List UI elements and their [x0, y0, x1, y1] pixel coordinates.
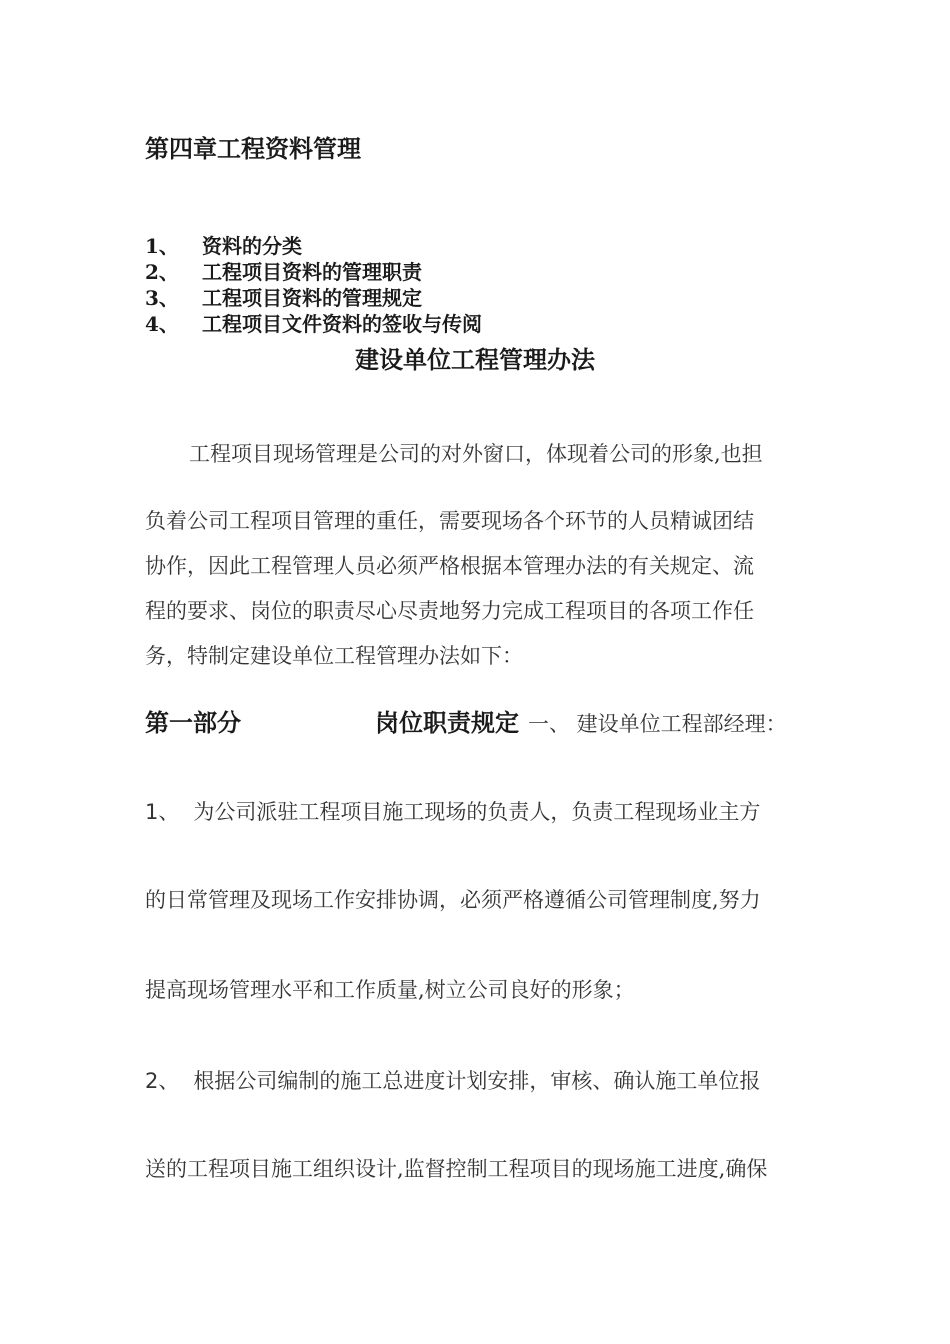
- toc-number: 4、: [145, 312, 179, 336]
- part-heading: [145, 703, 845, 743]
- list-item-line: 提高现场管理水平和工作质量,树立公司良好的形象；: [145, 978, 635, 1002]
- toc-item: [145, 233, 482, 259]
- item-text: 为公司派驻工程项目施工现场的负责人，负责工程现场业主方: [193, 800, 761, 824]
- intro-line: 协作，因此工程管理人员必须严格根据本管理办法的有关规定、流: [145, 554, 754, 578]
- intro-line: 务，特制定建设单位工程管理办法如下：: [145, 644, 523, 668]
- toc-text: 资料的分类: [202, 234, 302, 258]
- part-label: 第一部分: [145, 709, 241, 737]
- intro-line: 程的要求、岗位的职责尽心尽责地努力完成工程项目的各项工作任: [145, 599, 754, 623]
- list-item-line: 的日常管理及现场工作安排协调，必须严格遵循公司管理制度,努力: [145, 888, 761, 912]
- list-item-line: [145, 1061, 760, 1101]
- intro-line: 工程项目现场管理是公司的对外窗口，体现着公司的形象,也担: [189, 442, 763, 466]
- table-of-contents: [145, 233, 482, 337]
- chapter-title: 第四章工程资料管理: [145, 135, 361, 163]
- toc-item: [145, 259, 482, 285]
- part-title: 岗位职责规定: [375, 709, 519, 737]
- toc-number: 3、: [145, 286, 179, 310]
- toc-item: [145, 285, 482, 311]
- item-text: 根据公司编制的施工总进度计划安排，审核、确认施工单位报: [193, 1069, 761, 1093]
- part-subheading: 一、 建设单位工程部经理：: [528, 712, 787, 736]
- intro-line: 负着公司工程项目管理的重任，需要现场各个环节的人员精诚团结: [145, 509, 754, 533]
- list-item-line: 送的工程项目施工组织设计,监督控制工程项目的现场施工进度,确保: [145, 1157, 768, 1181]
- toc-number: 2、: [145, 260, 179, 284]
- list-item-line: [145, 792, 760, 832]
- intro-paragraph: [145, 432, 813, 679]
- toc-text: 工程项目文件资料的签收与传阅: [202, 312, 482, 336]
- item-number: 1、: [145, 800, 180, 824]
- toc-text: 工程项目资料的管理规定: [202, 286, 422, 310]
- toc-item: [145, 311, 482, 337]
- toc-text: 工程项目资料的管理职责: [202, 260, 422, 284]
- document-title: 建设单位工程管理办法: [355, 346, 595, 374]
- toc-number: 1、: [145, 234, 179, 258]
- item-number: 2、: [145, 1069, 180, 1093]
